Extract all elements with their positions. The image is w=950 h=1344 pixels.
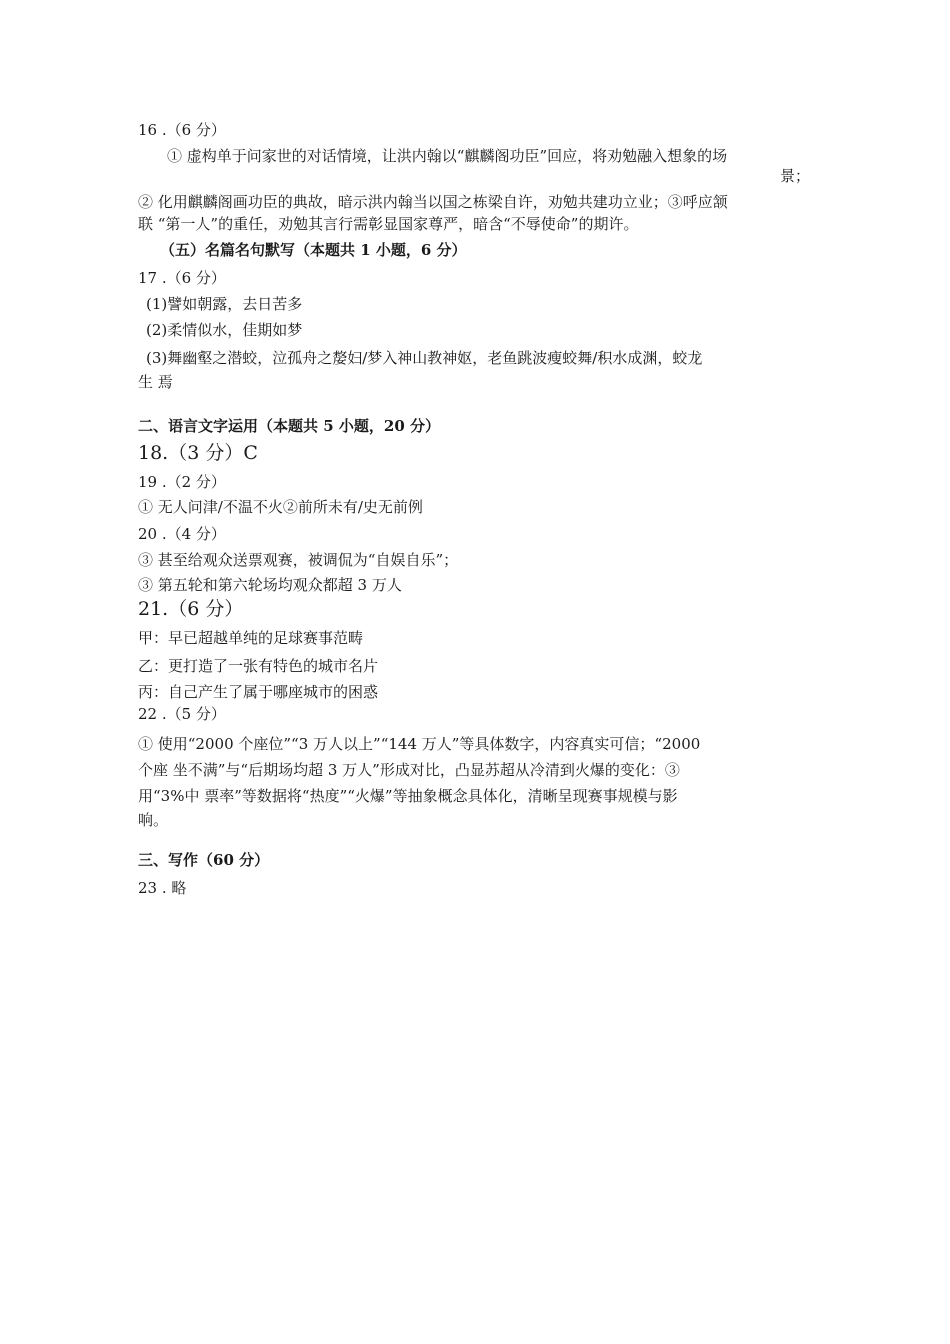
q19-answer: ① 无人问津/不温不火②前所未有/史无前例	[138, 498, 423, 516]
q17-answer-1: (1)譬如朝露，去日苦多	[146, 295, 303, 313]
q21-heading: 21.（6 分）	[138, 598, 244, 620]
q18-answer: 18.（3 分）C	[138, 442, 258, 464]
q16-line-1-end: 景；	[779, 167, 810, 185]
q17-answer-2: (2)柔情似水，佳期如梦	[146, 321, 303, 339]
q17-answer-3: (3)舞幽壑之潜蛟，泣孤舟之嫠妇/梦入神山教神妪，老鱼跳波瘦蛟舞/积水成渊，蛟龙	[146, 349, 703, 367]
q16-line-3: 联 “第一人”的重任，劝勉其言行需彰显国家尊严，暗含“不辱使命”的期许。	[138, 215, 639, 233]
q20-answer-1: ③ 甚至给观众送票观赛，被调侃为“自娱自乐”；	[138, 551, 459, 569]
q22-line-1: ① 使用“2000 个座位”“3 万人以上”“144 万人”等具体数字，内容真实可信；“2000	[138, 735, 701, 753]
q22-line-4: 响。	[138, 811, 169, 829]
section-5-heading: （五）名篇名句默写（本题共 1 小题，6 分）	[160, 241, 467, 259]
q23-answer: 23 . 略	[138, 879, 187, 897]
q20-heading: 20 .（4 分）	[138, 525, 226, 543]
q19-heading: 19 .（2 分）	[138, 473, 226, 491]
q16-heading: 16 .（6 分）	[138, 121, 226, 139]
q21-answer-3: 丙：自己产生了属于哪座城市的困惑	[138, 683, 379, 701]
q16-line-1: ① 虚构单于问家世的对话情境，让洪内翰以“麒麟阁功臣”回应，将劝勉融入想象的场	[167, 147, 728, 165]
q16-line-2: ② 化用麒麟阁画功臣的典故，暗示洪内翰当以国之栋梁自许，劝勉共建功立业；③呼应颔	[138, 193, 728, 211]
q20-answer-2: ③ 第五轮和第六轮场均观众都超 3 万人	[138, 576, 402, 594]
section-3-heading: 三、写作（60 分）	[138, 851, 270, 869]
q22-line-3: 用“3%中 票率”等数据将“热度”“火爆”等抽象概念具体化，清晰呈现赛事规模与影	[138, 787, 678, 805]
q22-heading: 22 .（5 分）	[138, 705, 226, 723]
section-2-heading: 二、语言文字运用（本题共 5 小题，20 分）	[138, 417, 440, 435]
q22-line-2: 个座 坐不满”与“后期场均超 3 万人”形成对比，凸显苏超从冷清到火爆的变化：③	[138, 761, 680, 779]
q21-answer-2: 乙：更打造了一张有特色的城市名片	[138, 657, 379, 675]
q17-heading: 17 .（6 分）	[138, 269, 226, 287]
q17-answer-3-end: 生 焉	[138, 373, 173, 391]
q21-answer-1: 甲：早已超越单纯的足球赛事范畴	[138, 629, 364, 647]
